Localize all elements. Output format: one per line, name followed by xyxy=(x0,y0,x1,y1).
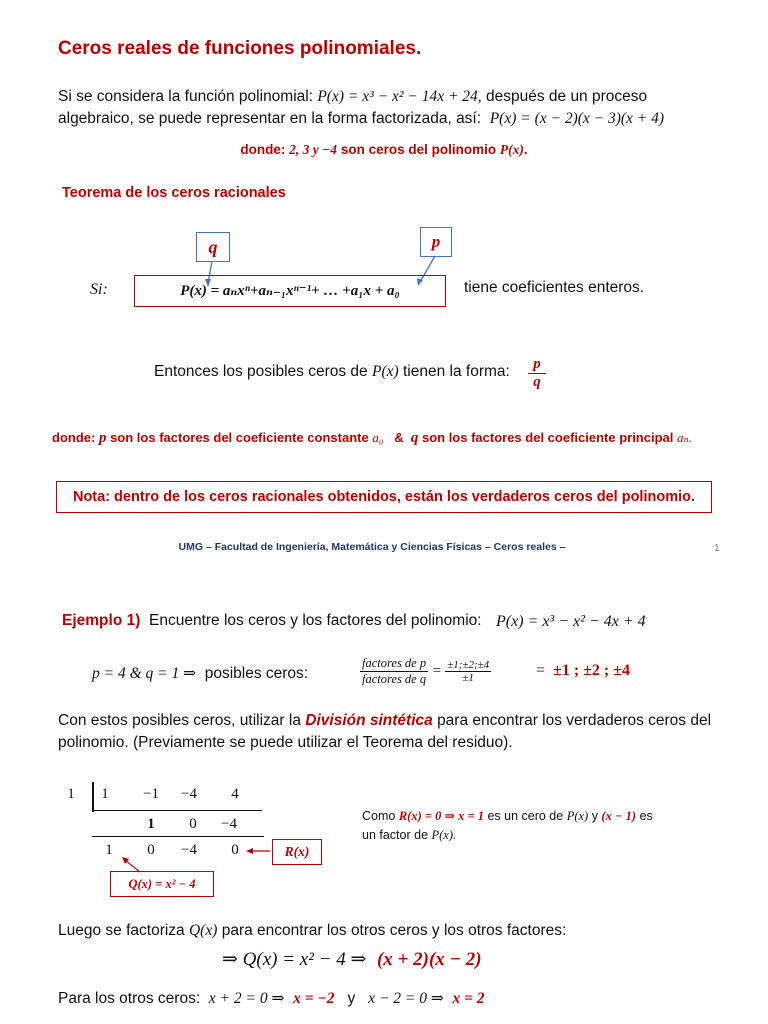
theorem-tail: tiene coeficientes enteros. xyxy=(464,279,645,296)
intro-text: Si se considera la función polinomial: xyxy=(58,88,314,105)
frac-num: factores de p xyxy=(362,656,427,670)
remainder-label: R(x) xyxy=(272,839,322,865)
then-frac-num: p xyxy=(528,356,546,374)
zeros-note-end: . xyxy=(523,142,528,157)
then-frac-den: q xyxy=(533,374,541,390)
otros-eq2: x − 2 = 0 ⇒ xyxy=(368,990,444,1007)
synth-r3-c2: 0 xyxy=(147,842,155,858)
example-polynomial: P(x) = x³ − x² − 4x + 4 xyxy=(496,613,646,630)
como-i: P(x). xyxy=(431,828,457,842)
synth-divisor: 1 xyxy=(67,786,75,802)
donde-p-text: son los factores del coeficiente constante xyxy=(110,430,369,445)
donde-line xyxy=(52,430,692,447)
donde-q: q xyxy=(410,430,419,446)
then-text-2: tienen la forma: xyxy=(402,363,510,380)
otros-r2: x = 2 xyxy=(452,990,485,1007)
donde-an: aₙ. xyxy=(677,430,693,445)
synth-r3-c4: 0 xyxy=(231,842,239,858)
then-poly: P(x) xyxy=(372,363,399,380)
pq-text: p = 4 & q = 1 ⇒ xyxy=(92,665,197,682)
luego-tail: para encontrar los otros ceros y los otros factores: xyxy=(221,922,567,939)
donde-prefix: donde: xyxy=(52,430,96,445)
como-c: es un cero de xyxy=(487,809,564,823)
factorization-b: (x + 2)(x − 2) xyxy=(376,949,482,970)
luego-text: Luego se factoriza xyxy=(58,922,185,939)
como-g: es xyxy=(639,809,653,823)
eq-num: ±1;±2;±4 xyxy=(447,659,490,671)
zeros-note-prefix: donde: xyxy=(240,142,286,157)
synth-r3-c1: 1 xyxy=(105,842,113,858)
zeros-note-poly: P(x) xyxy=(499,142,524,157)
para1-a: Con estos posibles ceros, utilizar la xyxy=(58,712,301,729)
intro-polynomial: P(x) = x³ − x² − 14x + 24, xyxy=(317,88,482,105)
otros-r1: x = −2 xyxy=(293,990,335,1007)
como-b: R(x) = 0 ⇒ x = 1 xyxy=(398,809,484,823)
theorem-title: Teorema de los ceros racionales xyxy=(62,185,286,201)
intro-text-2: algebraico, se puede representar en la forma factorizada, así: xyxy=(58,110,482,127)
synth-r1-c3: −4 xyxy=(181,786,197,802)
quotient-label: Q(x) = x² − 4 xyxy=(110,871,214,897)
footer: UMG – Facultad de Ingeniería, Matemática y Ciencias Físicas – Ceros reales – xyxy=(178,541,566,553)
intro-text-tail: después de un proceso xyxy=(485,88,648,105)
theorem-polynomial-box: P(x) = aₙxⁿ+aₙ₋₁xⁿ⁻¹+ … +a₁x + a₀ xyxy=(134,275,446,307)
intro-factored: P(x) = (x − 2)(x − 3)(x + 4) xyxy=(489,110,665,127)
possible-label: posibles ceros: xyxy=(204,665,309,682)
eq-den: ±1 xyxy=(462,672,474,684)
luego-q: Q(x) xyxy=(188,922,218,939)
como-a: Como xyxy=(362,809,396,823)
synth-r1-c2: −1 xyxy=(143,786,159,802)
example-line xyxy=(62,610,482,632)
como-d: P(x) xyxy=(566,809,589,823)
page-number: 1 xyxy=(714,543,720,554)
page-title: Ceros reales de funciones polinomiales. xyxy=(58,38,422,59)
donde-a0: a₀ xyxy=(372,430,384,445)
synth-r1-c4: 4 xyxy=(231,786,239,802)
donde-p: p xyxy=(98,430,107,446)
otros-label: Para los otros ceros: xyxy=(58,990,201,1007)
possible-values-line: = ±1 ; ±2 ; ±4 xyxy=(536,662,631,679)
synth-r3-c3: −4 xyxy=(181,842,197,858)
example-label: Ejemplo 1) xyxy=(62,612,141,629)
otros-eq1: x + 2 = 0 ⇒ xyxy=(208,990,285,1007)
para1-c: para encontrar los verdaderos ceros del xyxy=(437,712,712,729)
nota-box: Nota: dentro de los ceros racionales obtenidos, están los verdaderos ceros del polinomio. xyxy=(56,481,712,513)
synth-r2-c1: 1 xyxy=(147,816,155,832)
como-paragraph xyxy=(362,807,732,845)
division-paragraph xyxy=(58,710,730,754)
then-fraction xyxy=(528,356,546,391)
luego-line xyxy=(58,920,566,942)
factorization-a: ⇒ Q(x) = x² − 4 ⇒ xyxy=(222,949,367,970)
callout-arrows xyxy=(0,0,768,320)
como-e: y xyxy=(591,809,598,823)
then-line xyxy=(154,361,510,383)
synth-r1-c1: 1 xyxy=(101,786,109,802)
zeros-note-suffix: son ceros del polinomio xyxy=(340,142,497,157)
possible-values: ±1 ; ±2 ; ±4 xyxy=(553,662,631,679)
si-label: Si: xyxy=(90,281,108,298)
otros-y: y xyxy=(347,990,356,1007)
callout-p: p xyxy=(420,227,452,257)
como-h: un factor de xyxy=(362,828,429,842)
donde-amp: & xyxy=(394,430,404,445)
donde-q-text: son los factores del coeficiente principal xyxy=(421,430,674,445)
synthetic-division-term: División sintética xyxy=(305,712,433,729)
pq-line xyxy=(92,663,308,685)
zeros-note-values: 2, 3 y −4 xyxy=(289,142,338,157)
como-f: (x − 1) xyxy=(601,809,637,823)
factors-fraction: $\frac{\text{factores de p}}{\text{factores de q}}$ = $\frac{\pm 1;\pm 2;\pm 4}{\pm 1}$ xyxy=(362,656,490,686)
then-text: Entonces los posibles ceros de xyxy=(154,363,368,380)
factorization-line xyxy=(222,948,482,971)
callout-q: q xyxy=(196,232,230,262)
para1-d: polinomio. (Previamente se puede utilizar el Teorema del residuo). xyxy=(58,734,513,751)
synth-r2-c3: −4 xyxy=(221,816,237,832)
example-text: Encuentre los ceros y los factores del polinomio: xyxy=(149,612,482,629)
synth-r2-c2: 0 xyxy=(189,816,197,832)
otros-line xyxy=(58,988,485,1010)
frac-den: factores de q xyxy=(362,672,427,686)
